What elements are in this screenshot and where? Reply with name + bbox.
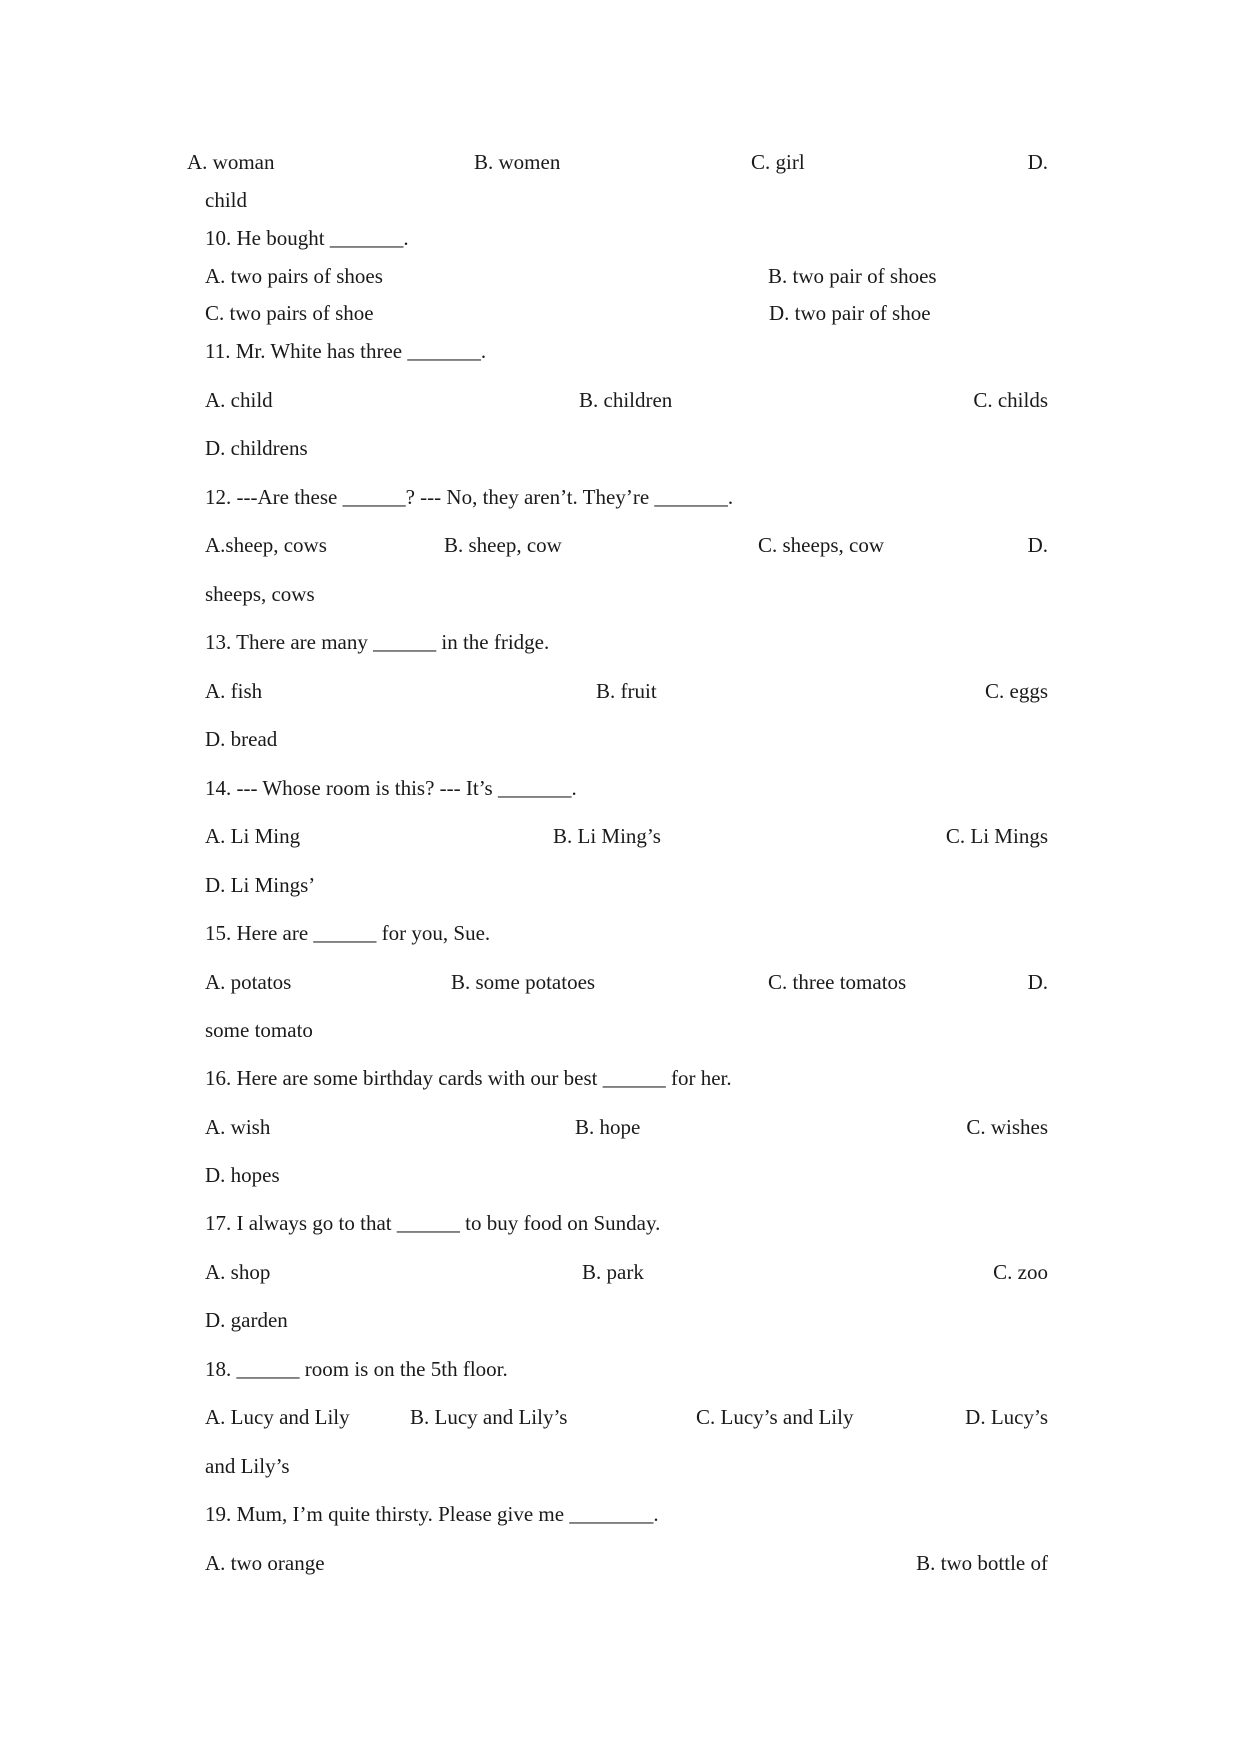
q11-stem: 11. Mr. White has three _______.: [205, 339, 487, 363]
q17-option-a: A. shop: [205, 1260, 271, 1284]
q12-option-d-text: sheeps, cows: [205, 582, 315, 606]
q17-stem: 17. I always go to that ______ to buy food on Sunday.: [205, 1211, 661, 1235]
q18-stem: 18. ______ room is on the 5th floor.: [205, 1357, 508, 1381]
q18-option-b: B. Lucy and Lily’s: [410, 1405, 568, 1429]
q10-option-a: A. two pairs of shoes: [205, 264, 383, 288]
q17-option-d: D. garden: [205, 1308, 288, 1332]
q11-option-b: B. children: [579, 388, 673, 412]
q18-option-a: A. Lucy and Lily: [205, 1405, 350, 1429]
q16-option-d: D. hopes: [205, 1163, 280, 1187]
q19-stem: 19. Mum, I’m quite thirsty. Please give me ________.: [205, 1502, 659, 1526]
q15-option-a: A. potatos: [205, 970, 292, 994]
q19-option-a: A. two orange: [205, 1551, 325, 1575]
q17-option-c: C. zoo: [993, 1260, 1048, 1284]
q13-option-b: B. fruit: [596, 679, 657, 703]
q14-option-b: B. Li Ming’s: [553, 824, 661, 848]
q18-option-d-prefix: D. Lucy’s: [965, 1405, 1048, 1429]
q9-option-d-text: child: [205, 188, 247, 212]
q9-option-a: A. woman: [187, 150, 275, 174]
q12-stem: 12. ---Are these ______? --- No, they aren’t. They’re _______.: [205, 485, 734, 509]
q16-option-c: C. wishes: [966, 1115, 1048, 1139]
q15-option-b: B. some potatoes: [451, 970, 596, 994]
q19-option-b: B. two bottle of: [916, 1551, 1048, 1575]
q9-option-b: B. women: [474, 150, 561, 174]
q12-option-c: C. sheeps, cow: [758, 533, 884, 557]
q16-option-a: A. wish: [205, 1115, 271, 1139]
q11-option-d: D. childrens: [205, 436, 308, 460]
q9-option-d-prefix: D.: [1027, 150, 1048, 174]
q12-option-d-prefix: D.: [1027, 533, 1048, 557]
q13-stem: 13. There are many ______ in the fridge.: [205, 630, 550, 654]
q18-option-c: C. Lucy’s and Lily: [696, 1405, 854, 1429]
q16-stem: 16. Here are some birthday cards with our best ______ for her.: [205, 1066, 732, 1090]
q17-option-b: B. park: [582, 1260, 644, 1284]
q14-option-c: C. Li Mings: [945, 824, 1048, 848]
q12-option-a: A.sheep, cows: [205, 533, 327, 557]
q18-option-d-text: and Lily’s: [205, 1454, 290, 1478]
q15-option-c: C. three tomatos: [768, 970, 907, 994]
q12-option-b: B. sheep, cow: [444, 533, 562, 557]
q10-option-d: D. two pair of shoe: [769, 301, 931, 325]
q11-option-a: A. child: [205, 388, 273, 412]
q13-option-c: C. eggs: [985, 679, 1048, 703]
q14-option-a: A. Li Ming: [205, 824, 301, 848]
q16-option-b: B. hope: [575, 1115, 641, 1139]
q13-option-d: D. bread: [205, 727, 278, 751]
q10-option-c: C. two pairs of shoe: [205, 301, 374, 325]
q9-option-c: C. girl: [751, 150, 805, 174]
q11-option-c: C. childs: [973, 388, 1048, 412]
q15-option-d-text: some tomato: [205, 1018, 313, 1042]
q15-stem: 15. Here are ______ for you, Sue.: [205, 921, 491, 945]
q10-option-b: B. two pair of shoes: [768, 264, 937, 288]
q13-option-a: A. fish: [205, 679, 263, 703]
q14-stem: 14. --- Whose room is this? --- It’s _______.: [205, 776, 577, 800]
q10-stem: 10. He bought _______.: [205, 226, 409, 250]
q15-option-d-prefix: D.: [1027, 970, 1048, 994]
q14-option-d: D. Li Mings’: [205, 873, 316, 897]
